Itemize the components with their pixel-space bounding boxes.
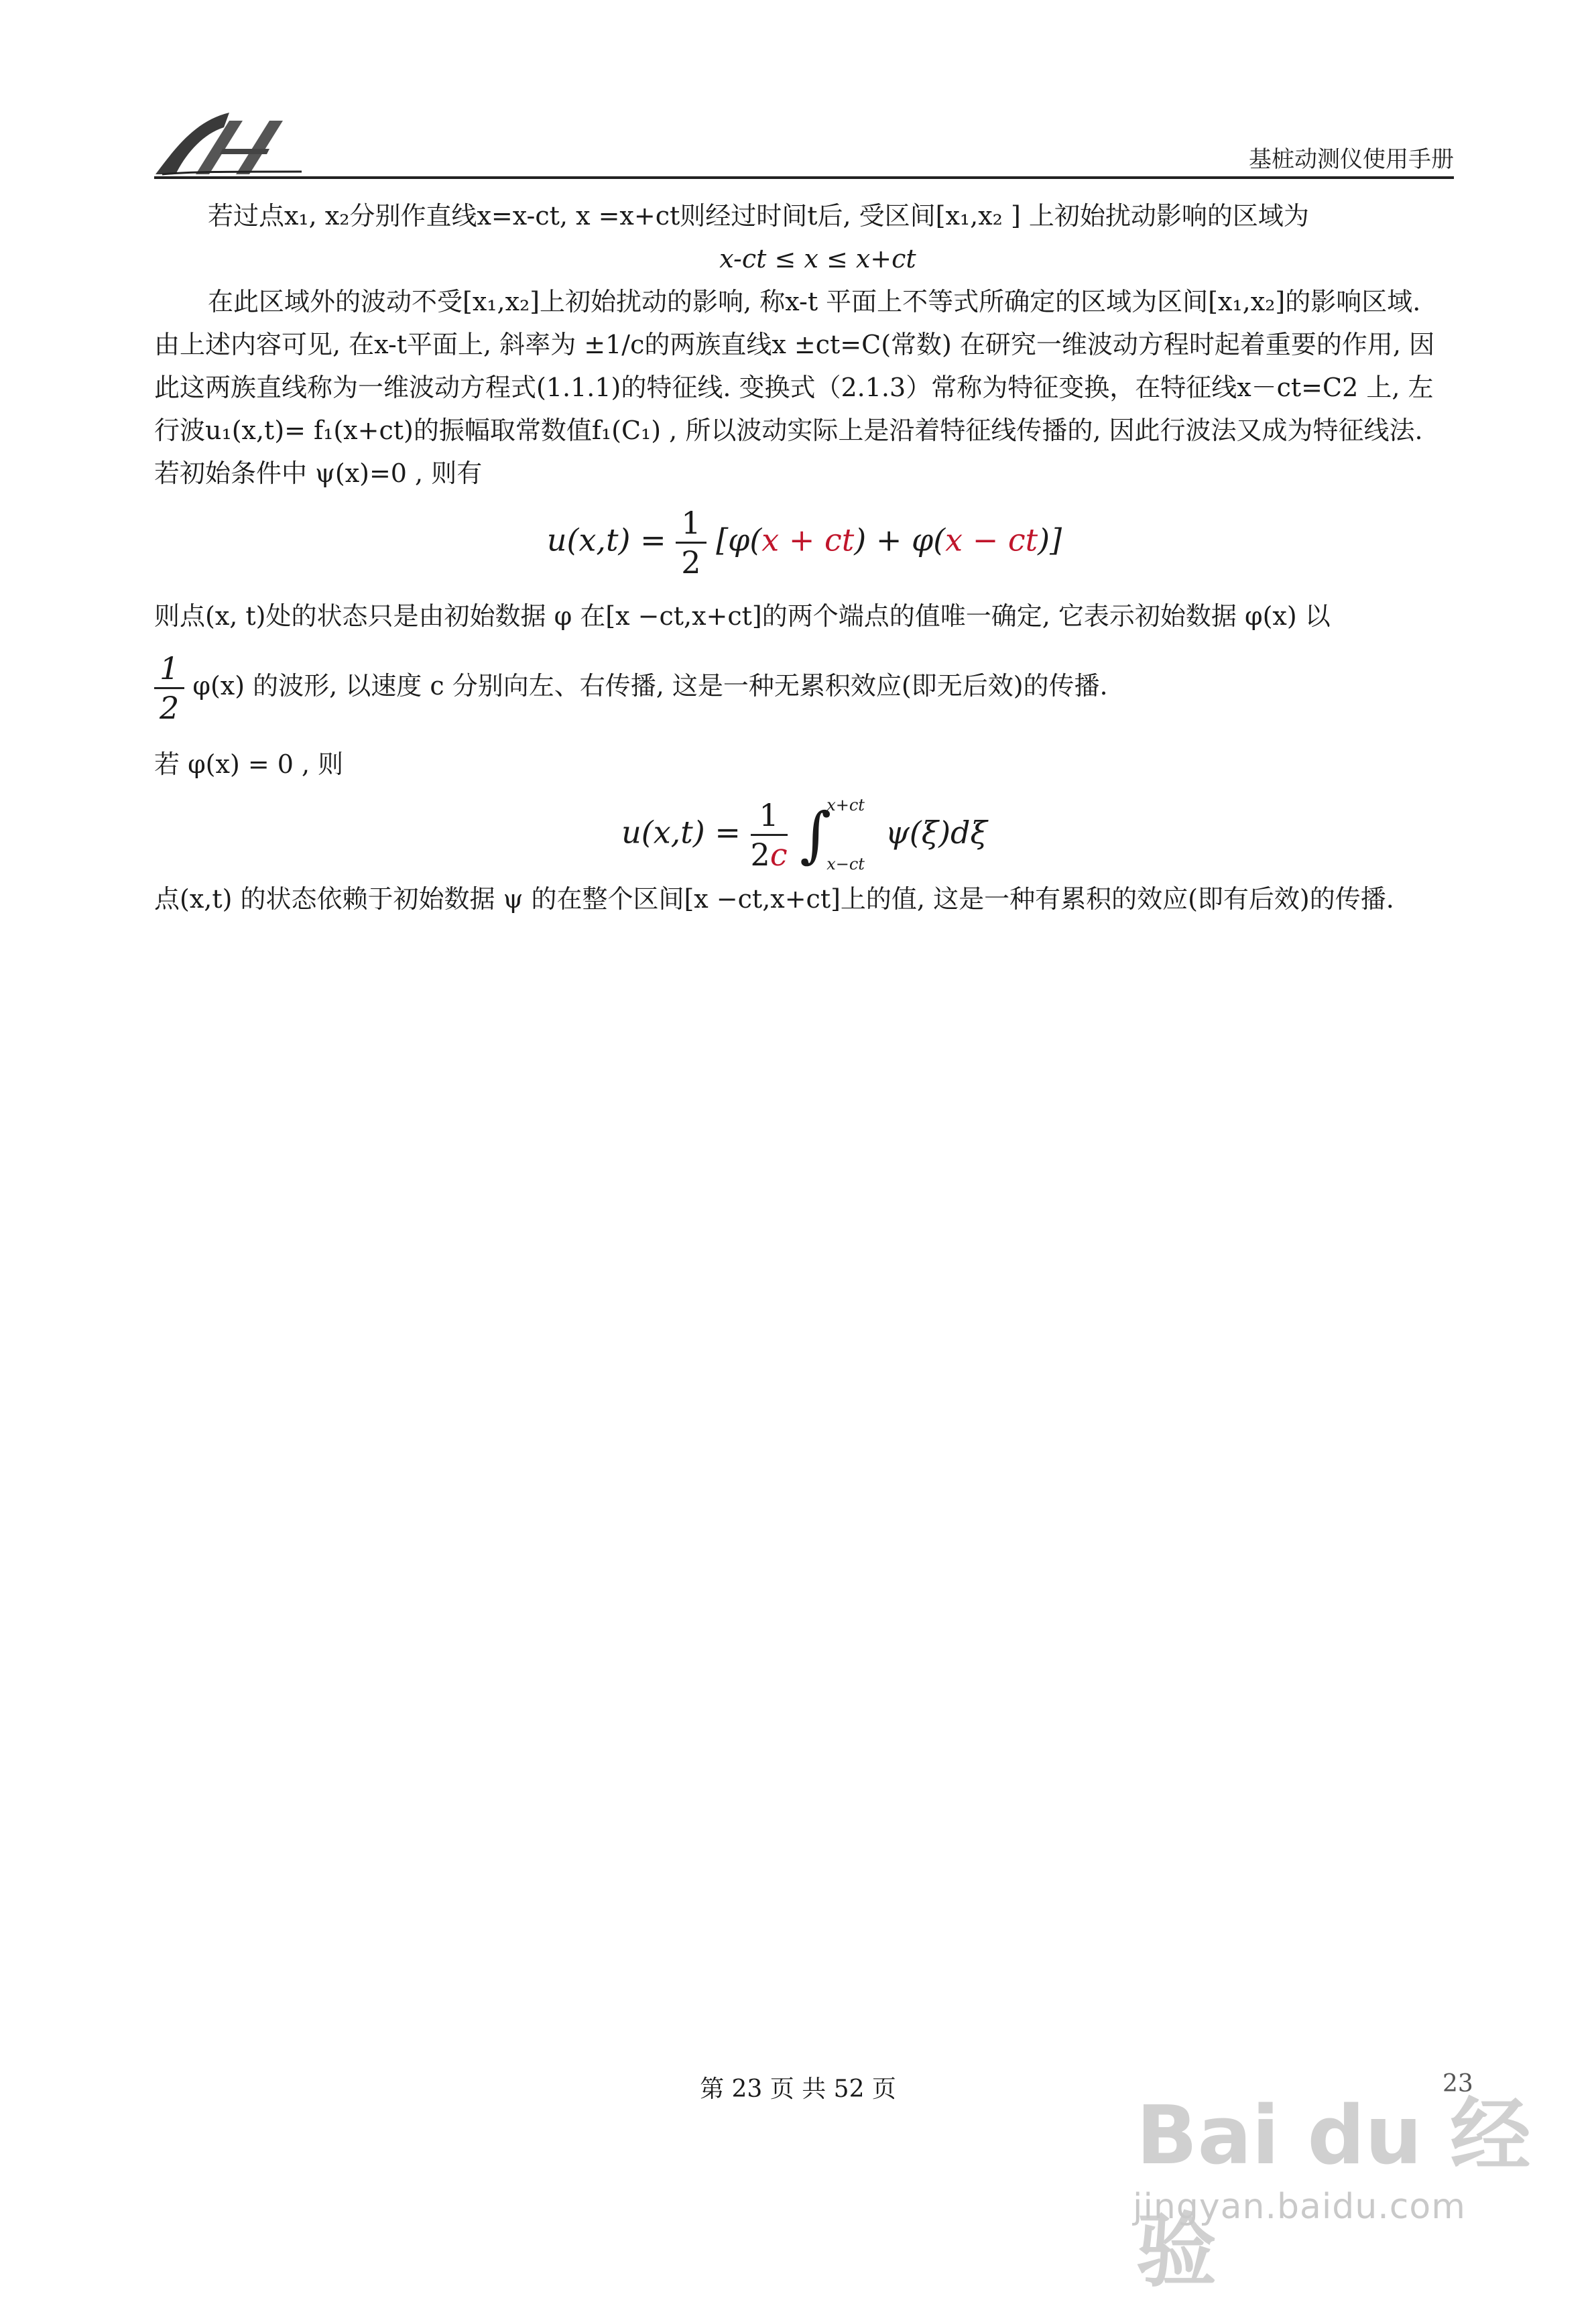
integral-lower-limit: x−ct	[826, 854, 865, 873]
eq1-term-3: )]	[1038, 522, 1062, 558]
eq1-numerator: 1	[676, 504, 706, 544]
header-title: 基桩动测仪使用手册	[1249, 146, 1454, 173]
integral-upper-limit: x+ct	[826, 795, 865, 814]
eq1-arg-2: x − ct	[945, 522, 1038, 558]
eq1-term-2: ) + φ(	[854, 522, 946, 558]
eq2-denominator	[751, 836, 788, 873]
page-number: 第 23 页 共 52 页	[700, 2075, 896, 2103]
equation-1	[154, 504, 1455, 581]
watermark-url: jingyan.baidu.com	[1133, 2187, 1466, 2227]
paragraph-4: 若初始条件中 ψ(x)=0 , 则有	[154, 459, 483, 488]
page-content	[154, 194, 1455, 920]
half-numerator: 1	[154, 650, 184, 689]
eq2-fraction	[751, 796, 788, 873]
paragraph-1: 若过点x₁, x₂分别作直线x=x-ct, x =x+ct则经过时间t后, 受区间[x₁,x₂ ] 上初始扰动影响的区域为	[208, 201, 1309, 231]
paragraph-6-text: φ(x) 的波形, 以速度 c 分别向左、右传播, 这是一种无累积效应(即无后效)的传播.	[192, 671, 1108, 701]
eq1-fraction	[676, 504, 706, 581]
eq1-arg-1: x + ct	[761, 522, 855, 558]
eq2-integrand: ψ(ξ)dξ	[885, 814, 987, 851]
eq2-den-2: 2	[750, 837, 770, 873]
paragraph-2: 在此区域外的波动不受[x₁,x₂]上初始扰动的影响, 称x-t 平面上不等式所确定的区域为区间[x₁,x₂]的影响区域.	[208, 287, 1421, 316]
paragraph-7: 若 φ(x) = 0 , 则	[154, 749, 344, 779]
eq1-denominator: 2	[681, 544, 701, 581]
company-logo	[149, 107, 303, 181]
eq2-den-c: c	[770, 837, 788, 873]
eq1-term-1: [φ(	[716, 522, 762, 558]
eq2-numerator: 1	[751, 796, 788, 836]
integral-sign: ∫ x+ct x−ct	[800, 795, 865, 873]
eq1-lhs: u(x,t) =	[546, 522, 666, 558]
paragraph-8: 点(x,t) 的状态依赖于初始数据 ψ 的在整个区间[x −ct,x+ct]上的值, 这是一种有累积的效应(即有后效)的传播.	[154, 884, 1394, 914]
paragraph-3: 由上述内容可见, 在x-t平面上, 斜率为 ±1/c的两族直线x ±ct=C(常数) 在研究一维波动方程时起着重要的作用, 因此这两族直线称为一维波动方程式(1.1.1)的特征线. 变换式（2.1.3）常称为特征变换，在特征线x－ct=C2 上, 左行波u₁(x,t)= f₁(x+ct)的振幅取常数值f₁(C₁) , 所以波动实际上是沿着特征线传播的, 因此行波法又成为特征线法.	[154, 330, 1435, 445]
paragraph-6	[154, 650, 1455, 727]
page-corner-number: 23	[1442, 2070, 1473, 2098]
paragraph-5: 则点(x, t)处的状态只是由初始数据 φ 在[x −ct,x+ct]的两个端点的值唯一确定, 它表示初始数据 φ(x) 以	[154, 601, 1331, 631]
header-rule	[154, 176, 1454, 179]
eq2-lhs: u(x,t) =	[621, 814, 741, 851]
half-denominator: 2	[160, 690, 180, 726]
inequality: x-ct ≤ x ≤ x+ct	[719, 244, 916, 274]
equation-2	[154, 796, 1455, 873]
watermark-brand: Bai du 经验	[1136, 2089, 1531, 2298]
half-fraction	[154, 650, 184, 727]
